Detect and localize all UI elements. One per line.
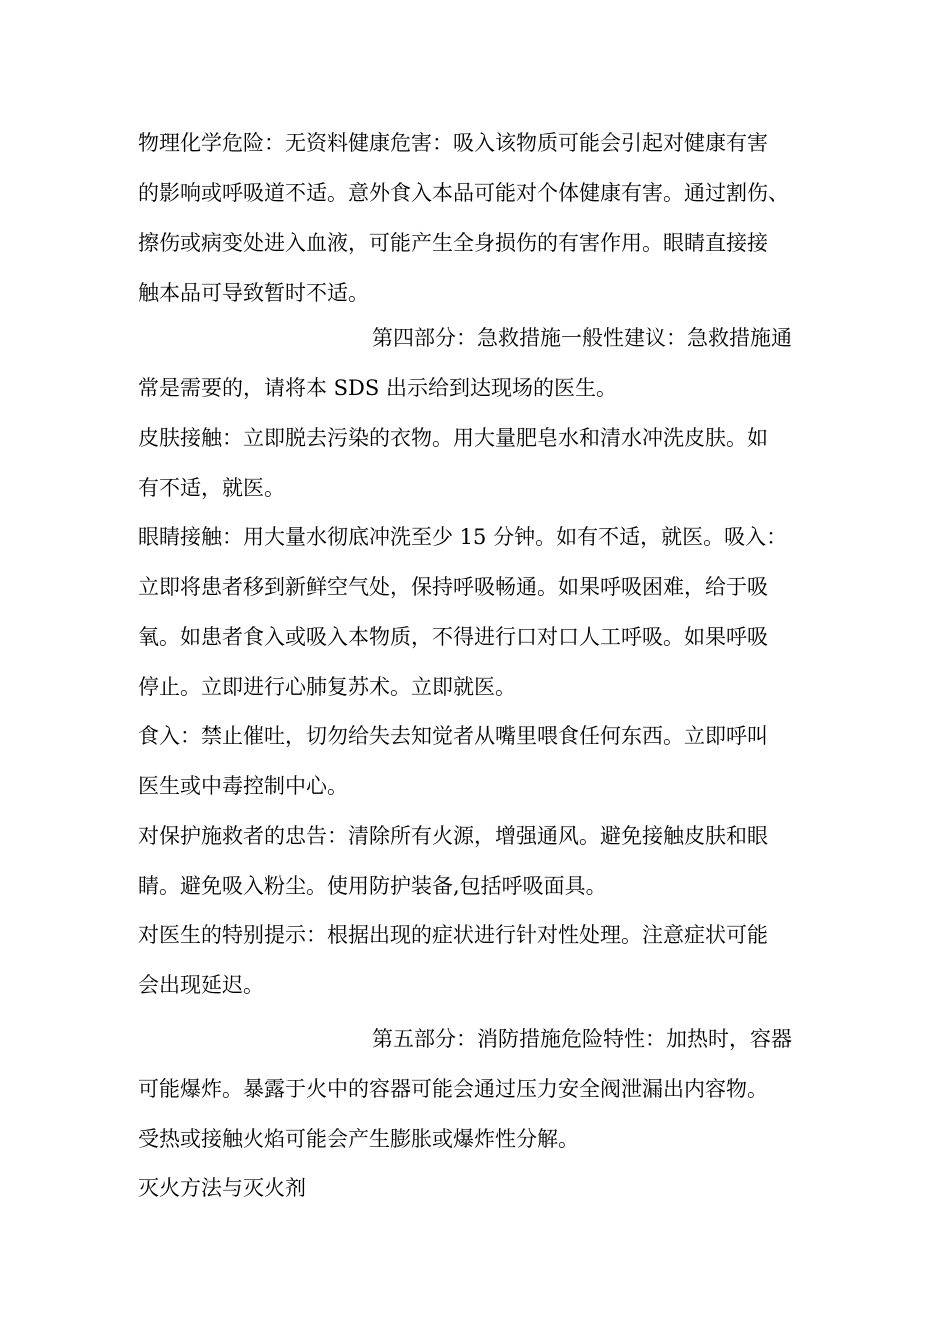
section-heading-line: 第四部分：急救措施一般性建议：急救措施通 — [372, 326, 792, 350]
text-line: 有不适，就医。 — [138, 476, 285, 500]
text-line: 的影响或呼吸道不适。意外食入本品可能对个体健康有害。通过割伤、 — [138, 181, 789, 205]
text-line: 常是需要的，请将本 SDS 出示给到达现场的医生。 — [138, 376, 617, 400]
text-line: 停止。立即进行心肺复苏术。立即就医。 — [138, 675, 516, 699]
text-line: 触本品可导致暂时不适。 — [138, 281, 369, 305]
text-line: 睛。避免吸入粉尘。使用防护装备,包括呼吸面具。 — [138, 874, 607, 898]
text-line: 对医生的特别提示：根据出现的症状进行针对性处理。注意症状可能 — [138, 923, 768, 947]
text-line: 灭火方法与灭火剂 — [138, 1176, 306, 1200]
section-heading-line: 第五部分：消防措施危险特性：加热时，容器 — [372, 1027, 792, 1051]
text-line: 受热或接触火焰可能会产生膨胀或爆炸性分解。 — [138, 1127, 579, 1151]
text-line: 会出现延迟。 — [138, 973, 264, 997]
text-line: 可能爆炸。暴露于火中的容器可能会通过压力安全阀泄漏出内容物。 — [138, 1077, 768, 1101]
text-line: 眼睛接触：用大量水彻底冲洗至少 15 分钟。如有不适，就医。吸入： — [138, 525, 788, 549]
text-line: 立即将患者移到新鲜空气处，保持呼吸畅通。如果呼吸困难，给于吸 — [138, 575, 768, 599]
text-line: 擦伤或病变处进入血液，可能产生全身损伤的有害作用。眼睛直接接 — [138, 231, 768, 255]
text-line: 氧。如患者食入或吸入本物质，不得进行口对口人工呼吸。如果呼吸 — [138, 625, 768, 649]
text-line: 物理化学危险：无资料健康危害：吸入该物质可能会引起对健康有害 — [138, 131, 768, 155]
text-line: 医生或中毒控制中心。 — [138, 774, 348, 798]
text-line: 皮肤接触：立即脱去污染的衣物。用大量肥皂水和清水冲洗皮肤。如 — [138, 426, 768, 450]
text-line: 对保护施救者的忠告：清除所有火源，增强通风。避免接触皮肤和眼 — [138, 824, 768, 848]
text-line: 食入：禁止催吐，切勿给失去知觉者从嘴里喂食任何东西。立即呼叫 — [138, 724, 768, 748]
